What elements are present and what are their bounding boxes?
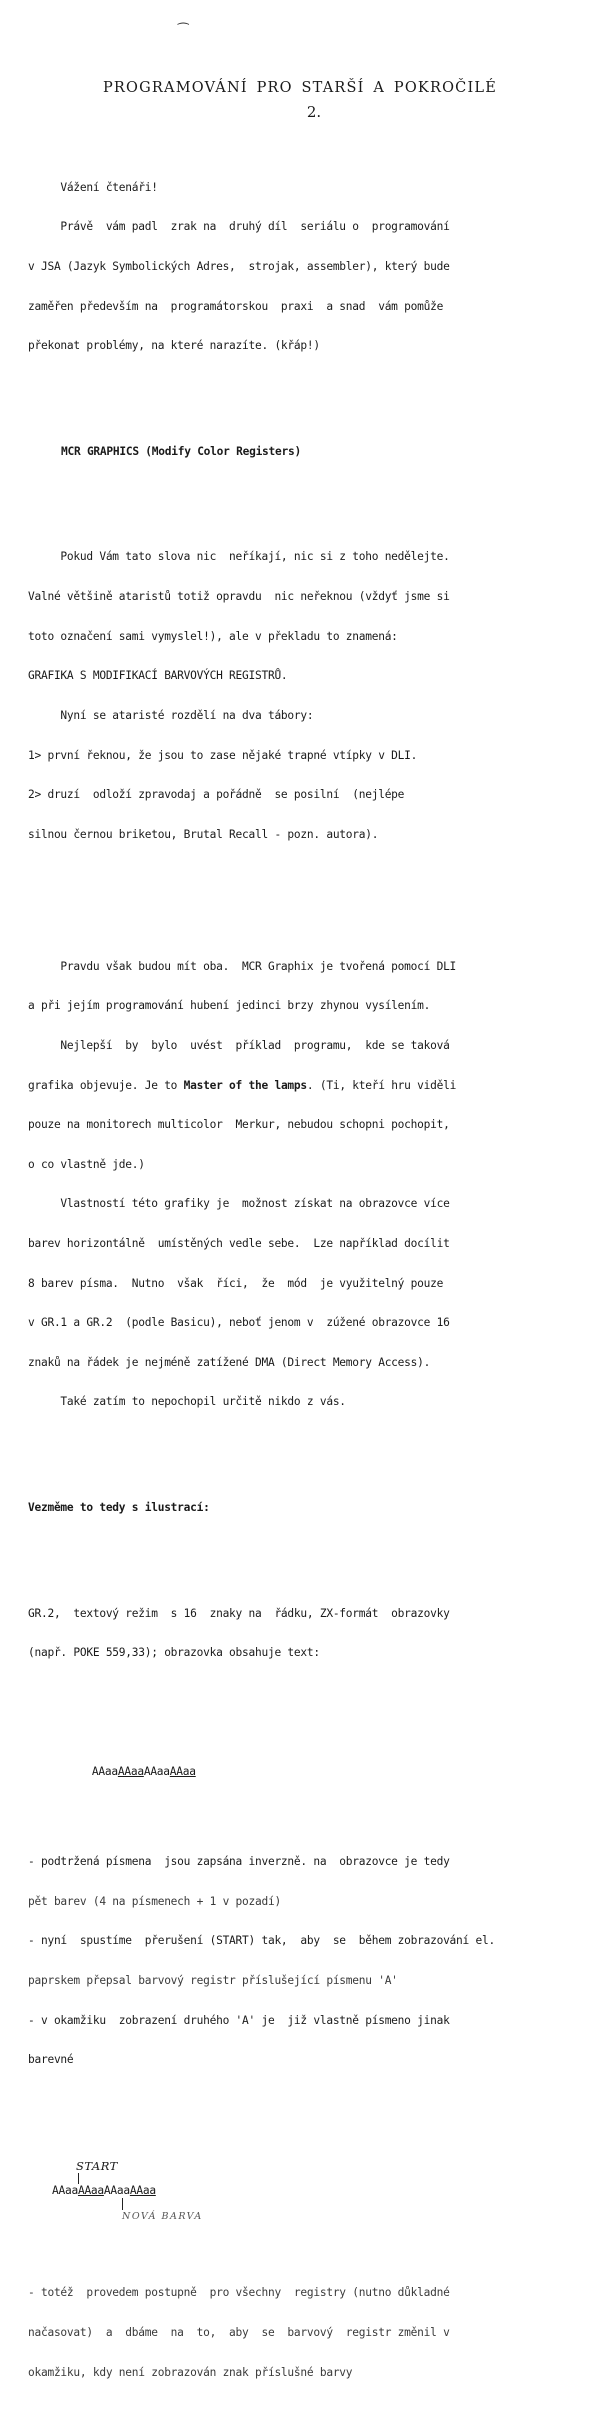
demo-segment (92, 1765, 196, 1778)
game-title: Master of the lamps (183, 1078, 307, 1092)
text-line: - totéž provedem postupně pro všechny registry (nutno důkladné (28, 2286, 450, 2300)
list-item: paprskem přepsal barvový registr příslušející písmenu 'A' (28, 1973, 398, 1987)
text-line: Nejlepší by bylo uvést příklad programu, kde se taková (28, 1038, 450, 1052)
diagram-plain: AAaa (103, 2183, 130, 2197)
text-line: v GR.1 a GR.2 (podle Basicu), neboť jenom v zúžené obrazovce 16 (28, 1316, 450, 1330)
paragraph-gr2 (28, 1580, 592, 1686)
text-line: Valné většině ataristů totiž opravdu nic neřeknou (vždyť jsme si (28, 590, 450, 604)
color-pointer (122, 2198, 123, 2210)
list-item: - v okamžiku zobrazení druhého 'A' je již vlastně písmeno jinak (28, 2013, 450, 2027)
closing-paragraph (28, 2260, 592, 2405)
text-line: překonat problémy, na které narazíte. (křáp!) (28, 339, 320, 353)
text-line: Také zatím to nepochopil určitě nikdo z vás. (28, 1395, 346, 1409)
text-line: pouze na monitorech multicolor Merkur, nebudou schopni pochopit, (28, 1118, 450, 1132)
diagram-inverse: AAaa (129, 2183, 156, 2197)
text-line: 2> druzí odloží zpravodaj a pořádně se posilní (nejlépe (28, 788, 405, 802)
text-line: Vlastností této grafiky je možnost získat na obrazovce více (28, 1197, 450, 1211)
text-line: načasovat) a dbáme na to, aby se barvový registr změnil v (28, 2326, 450, 2339)
page-title: PROGRAMOVÁNÍ PRO STARŠÍ A POKROČILÉ (102, 80, 498, 96)
text-line (28, 1079, 592, 1092)
list-item: pět barev (4 na písmenech + 1 v pozadí) (28, 1894, 281, 1908)
diagram-text (52, 2184, 156, 2197)
paragraph-mcr-intro (28, 524, 592, 867)
new-color-label: NOVÁ BARVA (122, 2210, 203, 2222)
text-line: v JSA (Jazyk Symbolických Adres, strojak, assembler), který bude (28, 260, 450, 274)
timing-diagram (52, 2158, 592, 2234)
diagram-plain: AAaa (52, 2183, 78, 2197)
intro-paragraph (28, 154, 592, 378)
demo-plain: AAaa (143, 1765, 170, 1779)
text-line: 8 barev písma. Nutno však říci, že mód je využitelný pouze (28, 1276, 444, 1290)
demo-inverse: AAaa (117, 1765, 144, 1779)
list-item: barevné (28, 2053, 74, 2067)
text-line: toto označení sami vymyslel!), ale v překladu to znamená: (28, 629, 398, 643)
text-line: 1> první řeknou, že jsou to zase nějaké trapné vtípky v DLI. (28, 748, 418, 762)
text-line: Pokud Vám tato slova nic neříkají, nic si z toho nedělejte. (28, 550, 450, 564)
section-heading-mcr: MCR GRAPHICS (Modify Color Registers) (61, 444, 301, 458)
start-label: START (76, 2158, 118, 2173)
text-line: znaků na řádek je nejméně zatížené DMA (Direct Memory Access). (28, 1355, 431, 1369)
text-line: a při jejím programování hubení jedinci brzy zhynou vysílením. (28, 999, 431, 1013)
demo-plain: AAaa (91, 1765, 118, 1779)
text-line: barev horizontálně umístěných vedle sebe. Lze například docílit (28, 1237, 450, 1251)
text-line: GR.2, textový režim s 16 znaky na řádku, ZX-formát obrazovky (28, 1606, 450, 1620)
text-line: Pravdu však budou mít oba. MCR Graphix je tvořená pomocí DLI (28, 959, 457, 973)
text-line: Nyní se ataristé rozdělí na dva tábory: (28, 708, 314, 722)
list-item: - podtržená písmena jsou zapsána inverzně. na obrazovce je tedy (28, 1855, 450, 1869)
article-number: 2. (306, 103, 322, 121)
demo-text (53, 1752, 592, 1779)
text-line: silnou černou briketou, Brutal Recall - pozn. autora). (28, 827, 379, 841)
article-body (28, 128, 592, 2432)
text-line: GRAFIKA S MODIFIKACÍ BARVOVÝCH REGISTRŮ. (28, 669, 288, 683)
text-line: Vážení čtenáři! (28, 180, 158, 194)
text-line: (např. POKE 559,33); obrazovka obsahuje text: (28, 1646, 320, 1660)
text-line: Právě vám padl zrak na druhý díl seriálu o programování (28, 220, 450, 234)
text-line: okamžiku, kdy není zobrazován znak příslušné barvy (28, 2365, 353, 2379)
paragraph-mcr-details (28, 933, 592, 1435)
stray-mark: ⁀ (178, 24, 189, 39)
section-heading-illustration: Vezměme to tedy s ilustrací: (28, 1501, 210, 1515)
text-segment: . (Ti, kteří hru viděli (306, 1078, 457, 1092)
text-segment: grafika objevuje. Je to (28, 1078, 184, 1092)
start-pointer (78, 2173, 79, 2184)
diagram-inverse: AAaa (77, 2183, 104, 2197)
text-line: o co vlastně jde.) (28, 1157, 145, 1171)
text-line: zaměřen především na programátorskou praxi a snad vám pomůže (28, 299, 444, 313)
demo-inverse: AAaa (169, 1765, 196, 1779)
explanation-list (28, 1829, 592, 2093)
list-item: - nyní spustíme přerušení (START) tak, aby se během zobrazování el. (28, 1934, 495, 1948)
